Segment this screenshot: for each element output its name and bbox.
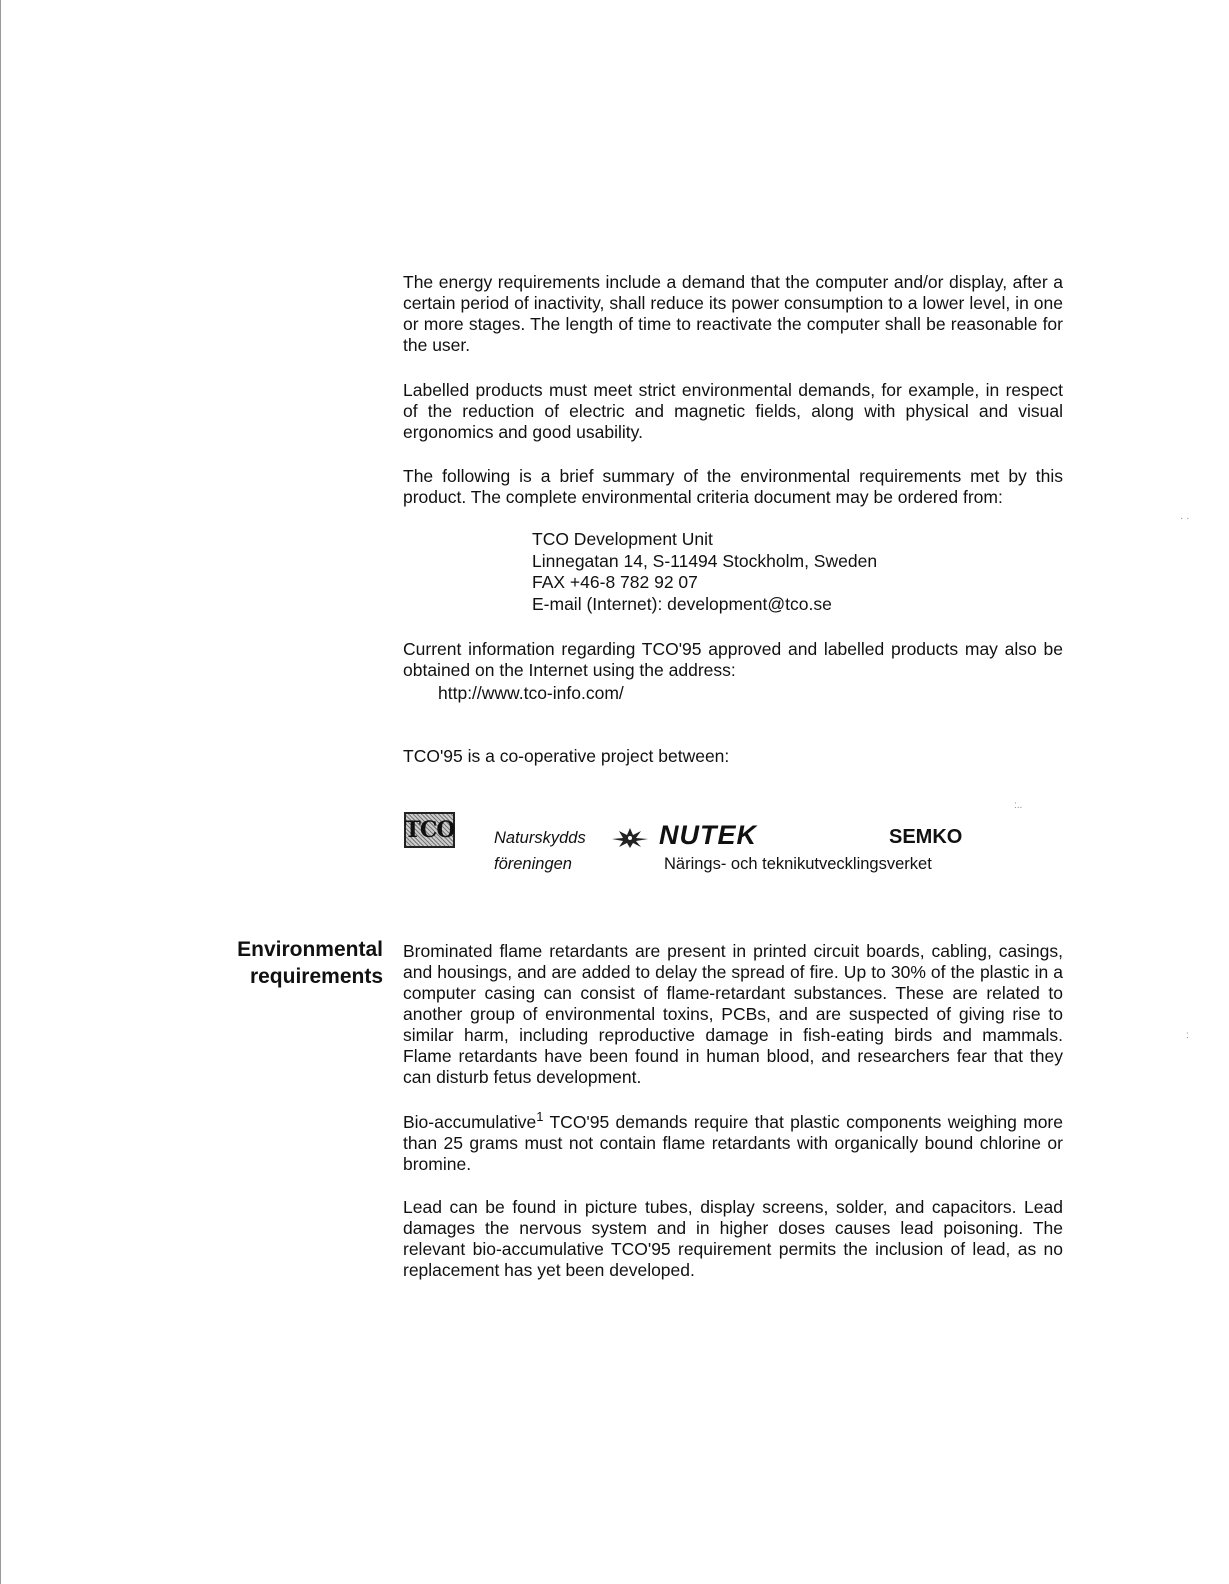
summary-text: The following is a brief summary of the environmental requirements met by this product. The complete environmental criteria document may be ordered from: — [403, 466, 1063, 507]
labelled-text: Labelled products must meet strict environmental demands, for example, in respect of the reduction of electric and magnetic fields, along with physical and visual ergonomics and good usability. — [403, 380, 1063, 442]
nutek-logo-text: NUTEK — [659, 820, 757, 850]
footnote-marker: 1 — [536, 1109, 544, 1125]
section-heading — [200, 936, 383, 990]
labelled-paragraph — [403, 380, 1063, 443]
cooperative-text: TCO'95 is a co-operative project between: — [403, 746, 730, 766]
nutek-star-icon — [610, 827, 650, 849]
page-left-edge — [0, 0, 1, 1584]
address-line-street: Linnegatan 14, S-11494 Stockholm, Sweden — [532, 550, 878, 571]
bio-accumulative-text — [403, 1109, 1063, 1175]
nutek-subtitle: Närings- och teknikutvecklingsverket — [664, 855, 932, 873]
address-line-org: TCO Development Unit — [532, 529, 713, 549]
cooperative-paragraph — [403, 746, 1063, 767]
summary-paragraph — [403, 466, 1063, 508]
lead-paragraph — [403, 1197, 1063, 1281]
tco-logo — [404, 812, 455, 848]
address-line-email: E-mail (Internet): development@tco.se — [532, 593, 832, 614]
naturskydds-line2: föreningen — [494, 855, 572, 873]
address-line-fax: FAX +46-8 782 92 07 — [532, 572, 698, 592]
brominated-paragraph — [403, 941, 1063, 1088]
energy-text: The energy requirements include a demand that the computer and/or display, after a certain period of inactivity, shall reduce its power consumption to a lower level, in one or more stages. The length of time to reactivate the computer shall be reasonable for the user. — [403, 272, 1063, 355]
scan-speck: : — [1186, 1030, 1189, 1041]
bio-rest: TCO'95 demands require that plastic components weighing more than 25 grams must not contain flame retardants with organically bound chlorine or bromine. — [403, 1112, 1063, 1174]
semko-logo-text: SEMKO — [889, 826, 963, 848]
current-info-paragraph — [403, 639, 1063, 681]
energy-paragraph — [403, 272, 1063, 356]
section-heading-line2: requirements — [249, 965, 383, 988]
scan-speck: :.. — [1014, 800, 1023, 811]
lead-text: Lead can be found in picture tubes, display screens, solder, and capacitors. Lead damages the nervous system and in higher doses causes lead poisoning. The relevant bio-accumulative TCO'95 requirement permits the inclusion of lead, as no replacement has yet been developed. — [403, 1197, 1063, 1280]
brominated-text: Brominated flame retardants are present in printed circuit boards, cabling, casings, and housings, and are added to delay the spread of fire. Up to 30% of the plastic in a computer casing can consist of flame-retardant substances. These are related to another group of environmental toxins, PCBs, and are suspected of giving rise to similar harm, including reproductive damage in fish-eating birds and mammals. Flame retardants have been found in human blood, and researchers fear that they can disturb fetus development. — [403, 941, 1063, 1087]
tco-logo-text: TCO — [404, 817, 455, 843]
bio-accumulative-paragraph — [403, 1109, 1063, 1175]
bio-prefix: Bio-accumulative — [403, 1112, 537, 1132]
scan-speck: · · — [1180, 513, 1190, 524]
address-block — [532, 529, 877, 615]
tco-info-link[interactable]: http://www.tco-info.com/ — [438, 683, 624, 703]
naturskydds-line1: Naturskydds — [494, 829, 586, 847]
current-info-text: Current information regarding TCO'95 approved and labelled products may also be obtained on the Internet using the address: — [403, 639, 1063, 680]
section-heading-line1: Environmental — [237, 938, 383, 961]
